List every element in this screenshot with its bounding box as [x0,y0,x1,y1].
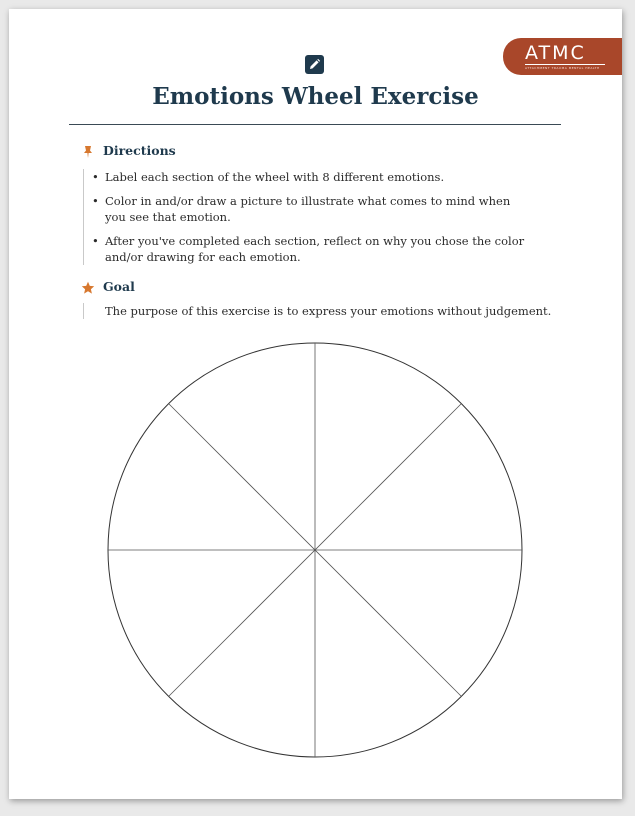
list-item: • Color in and/or draw a picture to illustrate what comes to mind when you see that emotion. [84,193,525,225]
pencil-edit-icon [305,55,324,74]
brand-logo-text: ATMC [525,42,586,64]
brand-logo-subtext: ATTACHMENT TRAUMA MENTAL HEALTH [525,64,605,70]
pushpin-icon [81,144,95,158]
brand-logo [503,38,622,75]
goal-heading-label: Goal [103,279,135,294]
title-divider [69,124,561,125]
goal-text: The purpose of this exercise is to express your emotions without judgement. [83,303,585,319]
list-item: • Label each section of the wheel with 8 different emotions. [84,169,525,185]
goal-heading [81,279,135,294]
directions-heading-label: Directions [103,143,176,158]
emotions-wheel [106,342,524,760]
directions-heading [81,143,176,158]
directions-list [83,169,525,265]
worksheet-page [9,9,622,799]
list-item: • After you've completed each section, reflect on why you chose the color and/or drawing for each emotion. [84,233,525,265]
star-icon [81,280,95,294]
page-title: Emotions Wheel Exercise [152,83,479,110]
